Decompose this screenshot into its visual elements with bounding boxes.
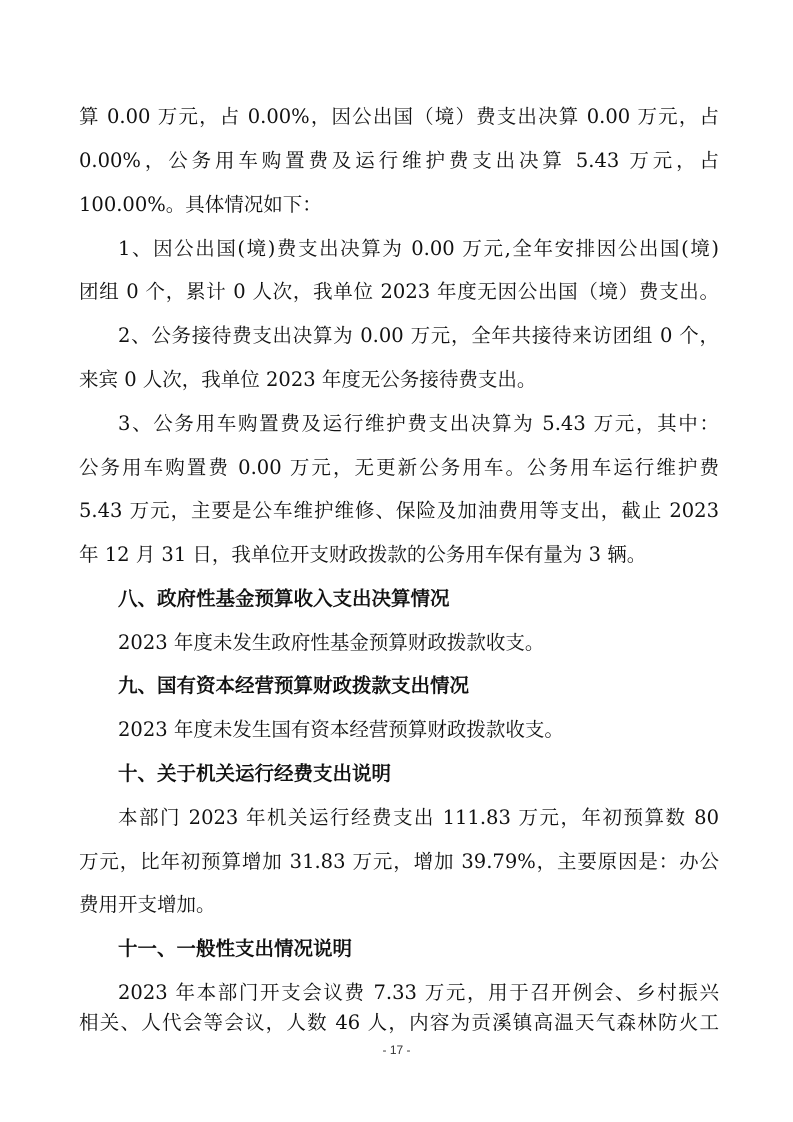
paragraph-line: 相关、人代会等会议，人数 46 人，内容为贡溪镇高温天气森林防火工: [79, 1011, 719, 1034]
paragraph-line: 2023 年度未发生政府性基金预算财政拨款收支。: [118, 631, 545, 654]
paragraph-line: 0.00%，公务用车购置费及运行维护费支出决算 5.43 万元，占: [79, 149, 719, 172]
paragraph-line: 万元，比年初预算增加 31.83 万元，增加 39.79%，主要原因是：办公: [79, 850, 719, 873]
section-heading-8: 八、政府性基金预算收入支出决算情况: [118, 587, 450, 610]
paragraph-line: 2、公务接待费支出决算为 0.00 万元，全年共接待来访团组 0 个，: [118, 324, 719, 347]
paragraph-line: 1、因公出国(境)费支出决算为 0.00 万元,全年安排因公出国(境): [118, 237, 719, 260]
paragraph-line: 团组 0 个，累计 0 人次，我单位 2023 年度无因公出国（境）费支出。: [79, 280, 719, 303]
section-heading-11: 十一、一般性支出情况说明: [118, 937, 353, 960]
paragraph-line: 费用开支增加。: [79, 893, 216, 916]
page-number: - 17 -: [382, 1043, 411, 1057]
paragraph-line: 3、公务用车购置费及运行维护费支出决算为 5.43 万元，其中：: [118, 412, 719, 435]
paragraph-line: 2023 年本部门开支会议费 7.33 万元，用于召开例会、乡村振兴: [118, 981, 719, 1004]
paragraph-line: 年 12 月 31 日，我单位开支财政拨款的公务用车保有量为 3 辆。: [79, 543, 647, 566]
paragraph-line: 2023 年度未发生国有资本经营预算财政拨款收支。: [118, 718, 564, 741]
paragraph-line: 100.00%。具体情况如下：: [79, 193, 322, 216]
paragraph-line: 公务用车购置费 0.00 万元，无更新公务用车。公务用车运行维护费: [79, 456, 719, 479]
paragraph-line: 本部门 2023 年机关运行经费支出 111.83 万元，年初预算数 80: [118, 806, 719, 829]
section-heading-10: 十、关于机关运行经费支出说明: [118, 762, 392, 785]
paragraph-line: 5.43 万元，主要是公车维护维修、保险及加油费用等支出，截止 2023: [79, 499, 719, 522]
paragraph-line: 来宾 0 人次，我单位 2023 年度无公务接待费支出。: [79, 368, 537, 391]
section-heading-9: 九、国有资本经营预算财政拨款支出情况: [118, 674, 470, 697]
paragraph-line: 算 0.00 万元，占 0.00%，因公出国（境）费支出决算 0.00 万元，占: [79, 105, 719, 128]
